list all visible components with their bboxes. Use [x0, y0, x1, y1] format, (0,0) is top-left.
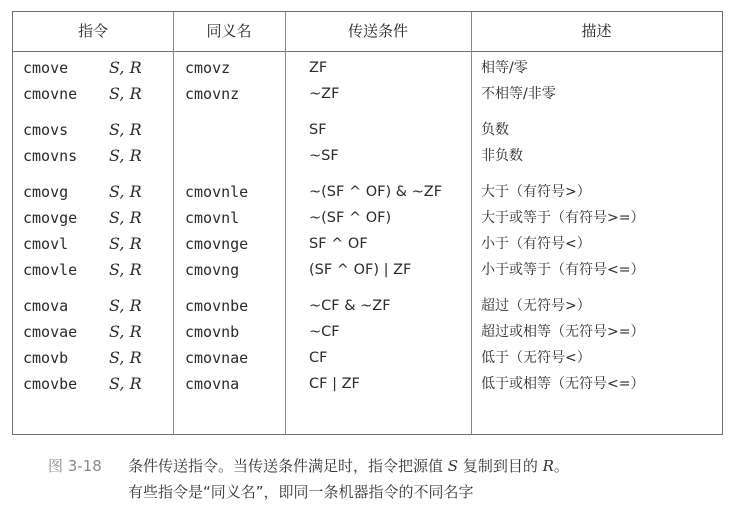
description-cell: 小于（有符号<） [481, 236, 591, 252]
condition-cell: ~CF & ~ZF [309, 298, 391, 314]
condition-cell: ~CF [309, 324, 340, 340]
table-row [13, 293, 722, 319]
synonym-cell: cmovz [185, 59, 231, 77]
description-cell: 超过（无符号>） [481, 298, 591, 314]
figure-label: 图 3-18 [48, 457, 102, 475]
operands-cell: S, R [109, 146, 142, 165]
table-row [13, 231, 722, 257]
condition-cell: ~SF [309, 148, 339, 164]
description-cell: 低于（无符号<） [481, 350, 591, 366]
caption-dest-operand: R [542, 457, 554, 475]
synonym-cell: cmovnb [185, 323, 240, 341]
header-description: 描述 [581, 22, 612, 40]
operands-cell: S, R [109, 58, 142, 77]
synonym-cell: cmovng [185, 261, 240, 279]
description-cell: 不相等/非零 [481, 86, 556, 102]
condition-cell: SF ^ OF [309, 236, 368, 252]
condition-cell: CF [309, 350, 328, 366]
instruction-cell: cmovl [23, 235, 69, 253]
caption-text: 条件传送指令。当传送条件满足时，指令把源值 [128, 457, 448, 475]
description-cell: 负数 [481, 122, 509, 138]
table-row [13, 143, 722, 169]
operands-cell: S, R [109, 296, 142, 315]
table-row [13, 117, 722, 143]
caption-text: 。 [553, 457, 569, 475]
instruction-cell: cmovae [23, 323, 78, 341]
instruction-cell: cmovne [23, 85, 78, 103]
operands-cell: S, R [109, 322, 142, 341]
table-row [13, 371, 722, 397]
instruction-cell: cmovge [23, 209, 78, 227]
caption-text: 复制到目的 [458, 457, 543, 475]
description-cell: 相等/零 [481, 60, 528, 76]
caption-source-operand: S [447, 457, 459, 475]
operands-cell: S, R [109, 374, 142, 393]
condition-cell: ~(SF ^ OF) [309, 210, 392, 226]
caption-line-1 [48, 453, 728, 479]
synonym-cell: cmovnz [185, 85, 240, 103]
operands-cell: S, R [109, 84, 142, 103]
condition-cell: ~(SF ^ OF) & ~ZF [309, 184, 443, 200]
header-instruction: 指令 [77, 22, 108, 40]
condition-cell: SF [309, 122, 327, 138]
table-row [13, 81, 722, 107]
description-cell: 小于或等于（有符号<=） [481, 262, 645, 278]
instruction-cell: cmovns [23, 147, 78, 165]
operands-cell: S, R [109, 182, 142, 201]
instruction-cell: cmovg [23, 183, 69, 201]
description-cell: 非负数 [481, 148, 523, 164]
operands-cell: S, R [109, 120, 142, 139]
header-synonym: 同义名 [206, 22, 252, 40]
caption-line-2: 有些指令是“同义名”，即同一条机器指令的不同名字 [128, 483, 474, 501]
operands-cell: S, R [109, 260, 142, 279]
description-cell: 超过或相等（无符号>=） [481, 324, 645, 340]
synonym-cell: cmovnae [185, 349, 249, 367]
description-cell: 大于（有符号>） [481, 184, 591, 200]
table-row [13, 205, 722, 231]
instruction-cell: cmovs [23, 121, 69, 139]
synonym-cell: cmovnl [185, 209, 240, 227]
condition-cell: ~ZF [309, 86, 340, 102]
table-row [13, 257, 722, 283]
instruction-cell: cmovle [23, 261, 78, 279]
table-row [13, 55, 722, 81]
table-header-row [13, 12, 722, 52]
operands-cell: S, R [109, 234, 142, 253]
operands-cell: S, R [109, 348, 142, 367]
figure-caption [48, 453, 728, 505]
instruction-cell: cmovb [23, 349, 69, 367]
condition-cell: ZF [309, 60, 328, 76]
condition-cell: (SF ^ OF) | ZF [309, 262, 412, 278]
header-move-condition: 传送条件 [347, 22, 408, 40]
conditional-move-table [12, 11, 723, 435]
synonym-cell: cmovnbe [185, 297, 249, 315]
table-row [13, 179, 722, 205]
synonym-cell: cmovna [185, 375, 240, 393]
instruction-cell: cmove [23, 59, 69, 77]
instruction-cell: cmova [23, 297, 69, 315]
operands-cell: S, R [109, 208, 142, 227]
description-cell: 大于或等于（有符号>=） [481, 210, 645, 226]
condition-cell: CF | ZF [309, 376, 360, 392]
instruction-cell: cmovbe [23, 375, 78, 393]
synonym-cell: cmovnge [185, 235, 249, 253]
table-row [13, 345, 722, 371]
description-cell: 低于或相等（无符号<=） [481, 376, 645, 392]
table-row [13, 319, 722, 345]
synonym-cell: cmovnle [185, 183, 249, 201]
